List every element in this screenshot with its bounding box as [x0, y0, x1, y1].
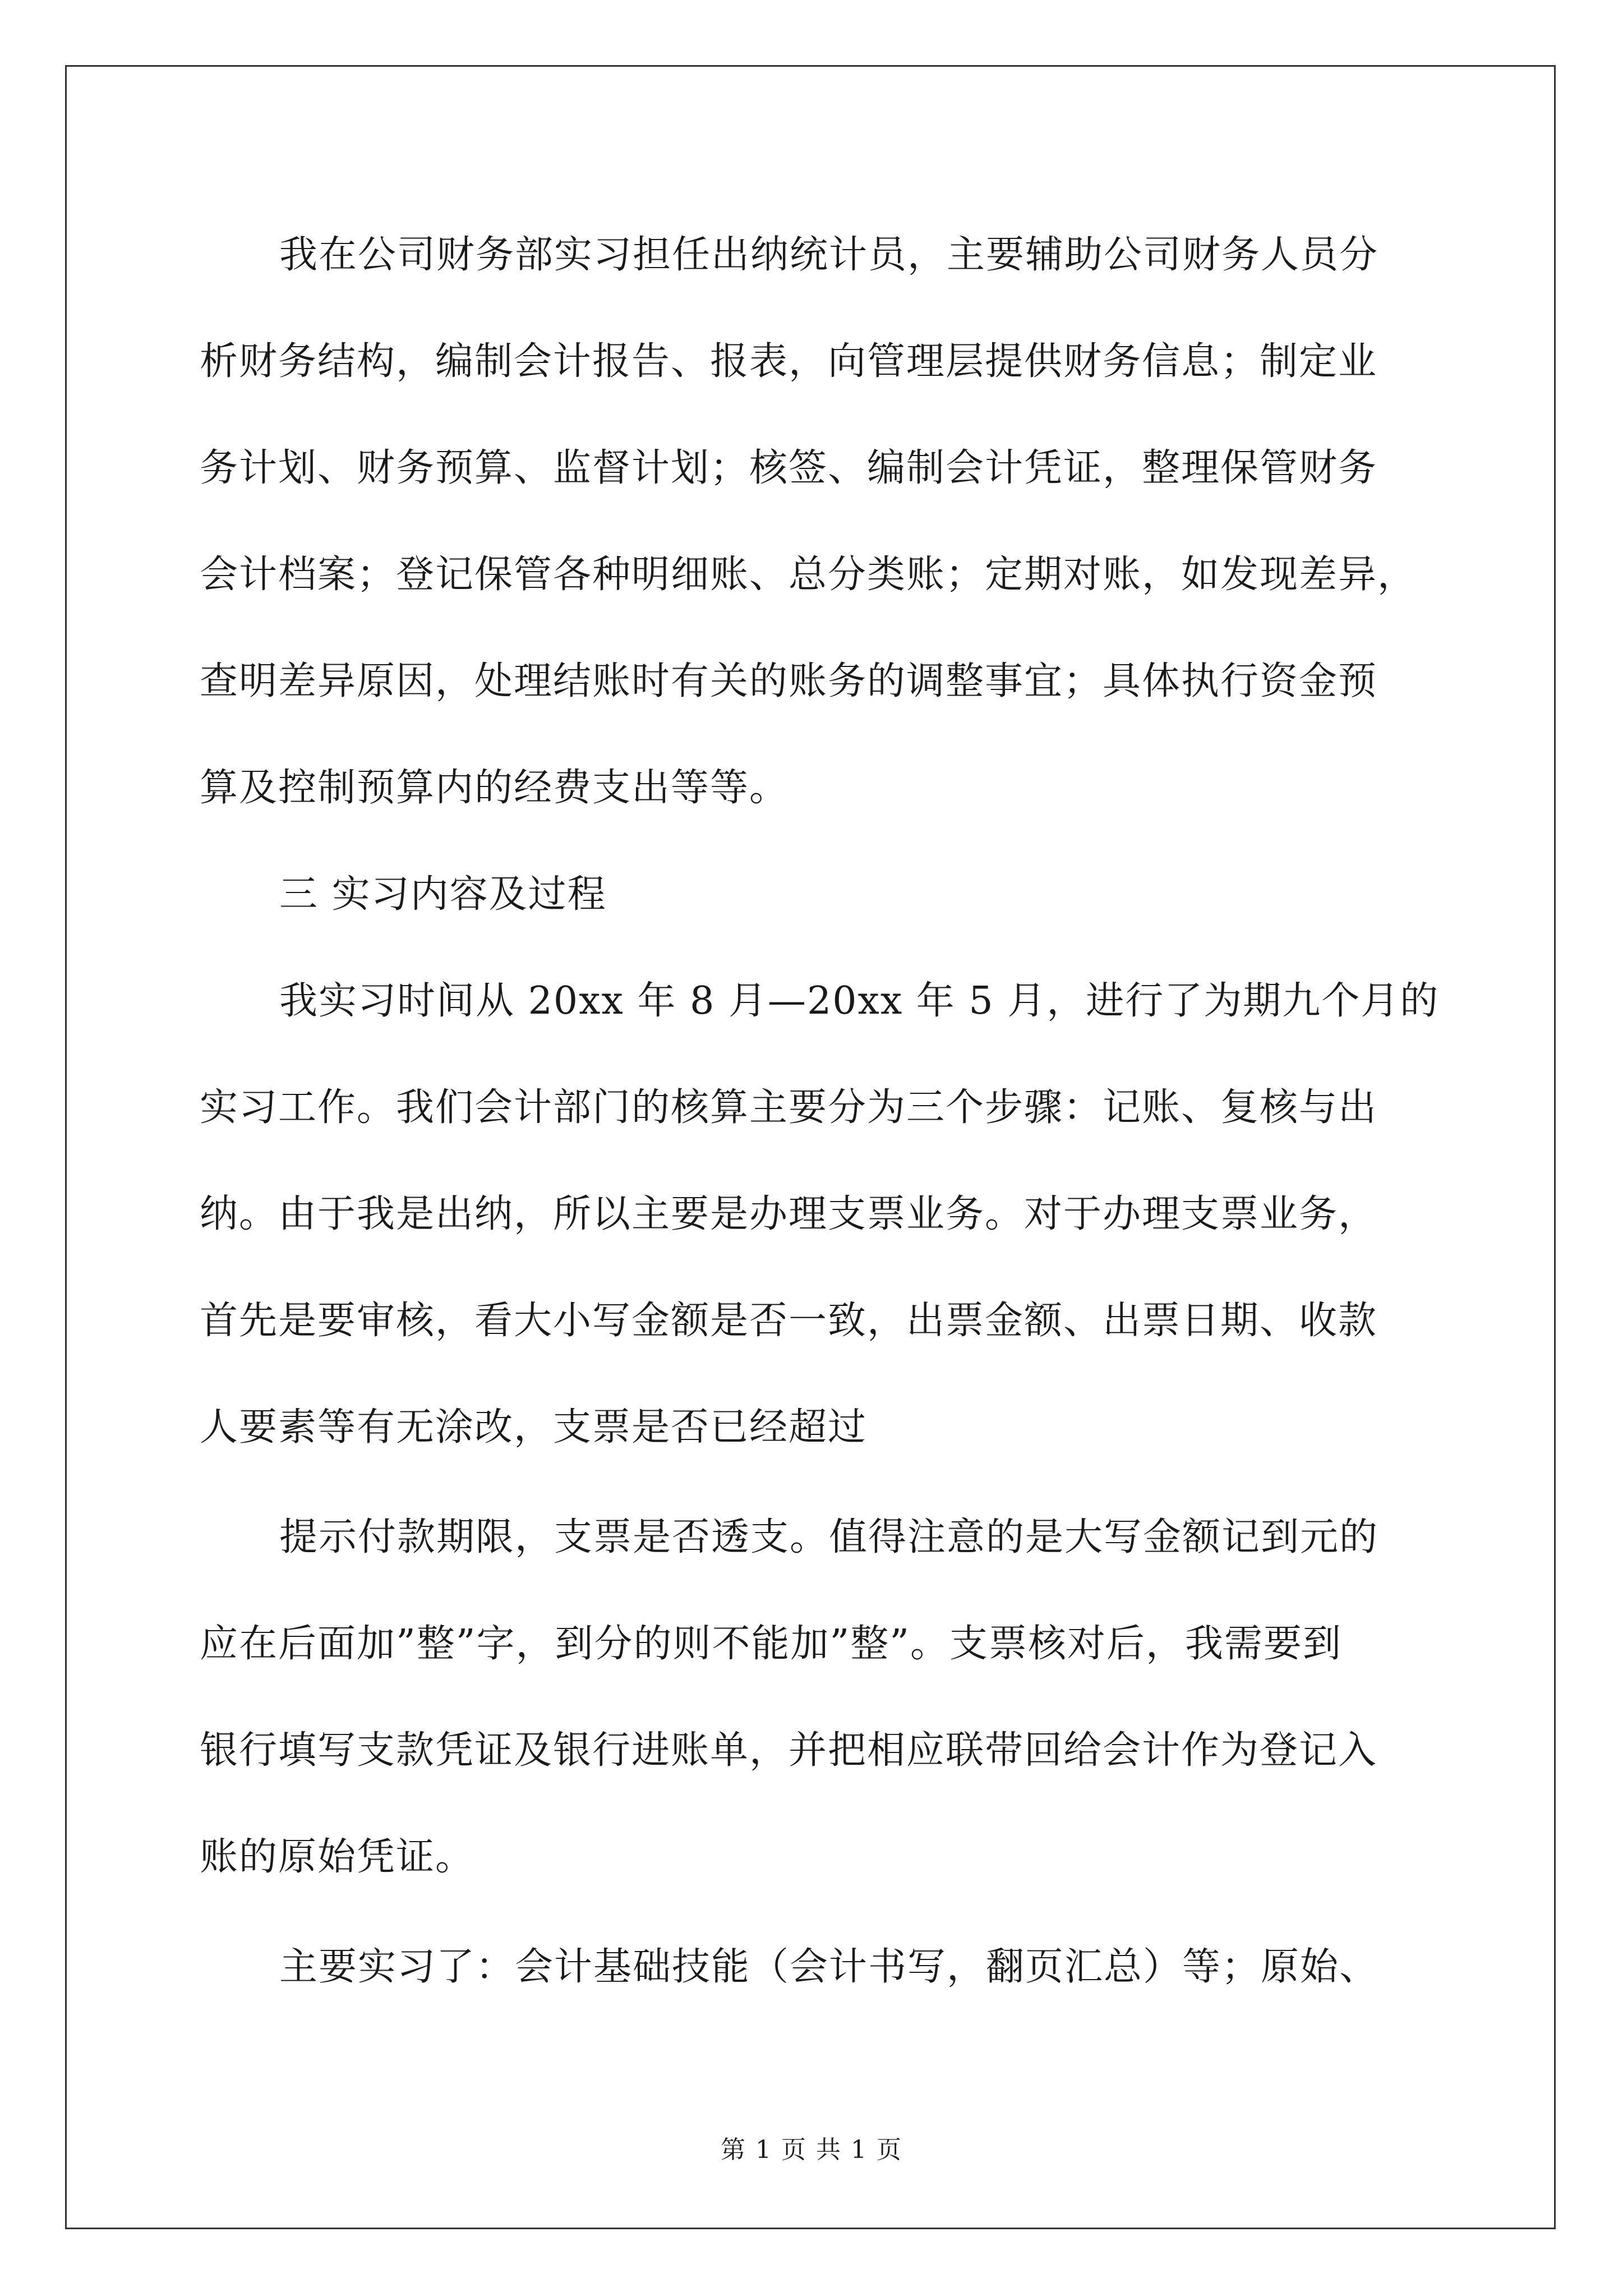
paragraph-check-notes	[200, 1484, 1422, 1911]
text-line: 主要实习了：会计基础技能（会计书写，翻页汇总）等；原始、	[279, 1945, 1379, 1989]
document-body	[200, 202, 1440, 2021]
text-line: 我实习时间从 20xx 年 8 月—20xx 年 5 月，进行了为期九个月的	[279, 979, 1440, 1023]
text-line: 我在公司财务部实习担任出纳统计员，主要辅助公司财务人员分	[279, 233, 1379, 277]
text-line: 银行填写支款凭证及银行进账单，并把相应联带回给会计作为登记入	[200, 1728, 1378, 1773]
text-line: 提示付款期限，支票是否透支。值得注意的是大写金额记到元的	[279, 1515, 1379, 1559]
text-line: 算及控制预算内的经费支出等等。	[200, 766, 789, 810]
text-line: 人要素等有无涂改，支票是否已经超过	[200, 1405, 868, 1450]
section-heading: 三 实习内容及过程	[279, 872, 607, 917]
text-line: 会计档案；登记保管各种明细账、总分类账；定期对账，如发现差异，	[200, 553, 1417, 597]
text-line: 务计划、财务预算、监督计划；核签、编制会计凭证，整理保管财务	[200, 446, 1378, 490]
text-line: 首先是要审核，看大小写金额是否一致，出票金额、出票日期、收款	[200, 1299, 1378, 1343]
text-line: 纳。由于我是出纳，所以主要是办理支票业务。对于办理支票业务，	[200, 1192, 1378, 1236]
page-footer: 第 1 页 共 1 页	[721, 2136, 902, 2164]
text-line: 账的原始凭证。	[200, 1835, 475, 1879]
text-line: 查明差异原因，处理结账时有关的账务的调整事宜；具体执行资金预	[200, 659, 1378, 703]
text-line: 应在后面加”整”字，到分的则不能加”整”。支票核对后，我需要到	[200, 1622, 1343, 1666]
paragraph-duties	[200, 202, 1422, 841]
text-line: 实习工作。我们会计部门的核算主要分为三个步骤：记账、复核与出	[200, 1085, 1378, 1130]
paragraph-process	[200, 948, 1440, 1481]
paragraph-skills	[200, 1914, 1422, 2021]
text-line: 析财务结构，编制会计报告、报表，向管理层提供财务信息；制定业	[200, 339, 1378, 384]
